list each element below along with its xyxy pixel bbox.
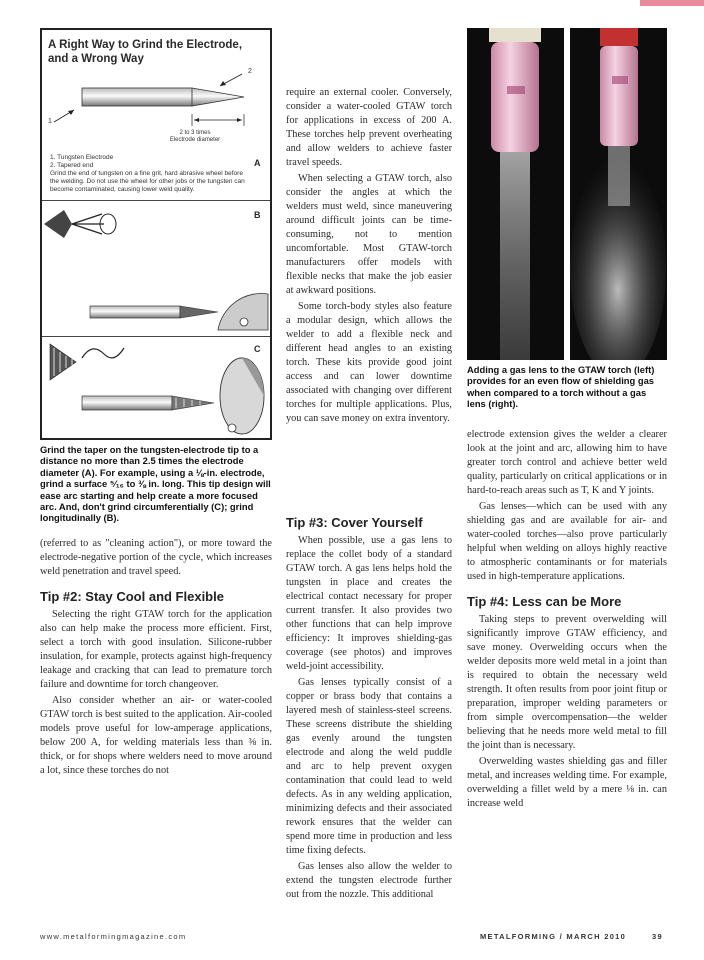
tip4-paragraph-1: Taking steps to prevent overwelding will significantly improve GTAW efficiency, and save money. Overwelding occurs when the welder deposits more weld metal in a joint than is required to obtain the necessary weld strength. It often results from poor joint fitup or preparation, improper welding parameters or from simple overcompensation—the welder believing that he needs more weld metal to fill the joint than is necessary. (467, 614, 667, 751)
tip3-paragraph-1: When possible, use a gas lens to replace the collet body of a standard GTAW torch. A gas lens helps hold the tungsten in place and creates the electrical contact necessary for proper current transfer. It also provides two other functions that can help improve efficiency: It improves shielding-gas coverage (see photos) and improves weld-joint accessibility. (286, 535, 452, 672)
electrode-diagram-b (42, 202, 270, 332)
tip2-paragraph-1: Selecting the right GTAW torch for the application also can help make the process more efficient. First, select a torch with good insulation. Silicone-rubber insulation, for example, protects against high-frequency leakage and cracking that can lead to premature torch failure and downtime for torch changeover. (40, 609, 272, 690)
figure-title-line2: and a Wrong Way (48, 53, 144, 65)
note-line-2: 2. Tapered end (50, 162, 94, 169)
column-1 (40, 537, 272, 778)
column-2-lower (286, 515, 452, 902)
dimension-label-line1: 2 to 3 times (179, 130, 211, 136)
tip2-heading: Tip #2: Stay Cool and Flexible (40, 589, 224, 604)
footer-url: www.metalformingmagazine.com (40, 932, 187, 941)
column-1-continuation: (referred to as "cleaning action"), or more toward the electrode-negative portion of the cycle, which increases weld penetration and travel speed. (40, 538, 272, 577)
column-2 (286, 86, 452, 426)
figure-title-line1: A Right Way to Grind the Electrode, (48, 39, 243, 51)
column-2-continuation: require an external cooler. Conversely, consider a water-cooled GTAW torch for applications in excess of 200 A. These torches help prevent overheating and allow welders to achieve faster travel speeds. (286, 87, 452, 168)
figure-title (48, 38, 268, 66)
column-3 (467, 428, 667, 811)
callout-1: 1 (48, 118, 52, 125)
note-body: Grind the end of tungsten on a fine grit, hard abrasive wheel before the welding. Do not use the wheel for other jobs or the tungsten can become contaminated, causing lower weld quality. (50, 170, 245, 193)
tip3-heading: Tip #3: Cover Yourself (286, 515, 423, 530)
tip3-paragraph-3: Gas lenses also allow the welder to extend the tungsten electrode further out from the nozzle. This additional (286, 861, 452, 900)
column-2-paragraph-2: When selecting a GTAW torch, also consider the angles at which the welders must weld, since maneuvering around difficult joints can be time-consuming, not to mention uncomfortable. Most GTAW-torch manufacturers offer models with flexible necks that make the job easier at awkward positions. (286, 173, 452, 296)
column-3-paragraph-2: Gas lenses—which can be used with any shielding gas and are available for air- and water-cooled torches—also prove particularly helpful when welding on alloys highly reactive to atmospheric contaminants or for materials used in high-temperature applications. (467, 501, 667, 582)
footer-issue: METALFORMING / MARCH 2010 (480, 932, 627, 941)
page-number: 39 (652, 932, 663, 941)
electrode-diagram-a (42, 70, 270, 140)
tip4-paragraph-2: Overwelding wastes shielding gas and filler metal, and increases welding time. For example, overwelding a fillet weld by a mere ⅛ in. can increase weld (467, 756, 667, 809)
photo-caption: Adding a gas lens to the GTAW torch (left) provides for an even flow of shielding gas when compared to a torch without a gas lens (right). (467, 364, 655, 410)
panel-label-c: C (254, 344, 261, 354)
tip4-heading: Tip #4: Less can be More (467, 594, 622, 609)
tip3-paragraph-2: Gas lenses typically consist of a copper or brass body that contains a layered mesh of stainless-steel screens. These screens distribute the shielding gas evenly around the tungsten electrode and along the weld puddle and arc to help prevent oxygen contamination that could lead to weld defects. As in any welding application, minimizing defects and their associated rework ensures that the welder can spend more time in production and less time fixing defects. (286, 677, 452, 856)
figure-caption: Grind the taper on the tungsten-electrode tip to a distance no more than 2.5 times the electrode diameter (A). For example, using a ⅛-in. electrode, grind a surface ⁵⁄₁₆ to ⅜ in. long. This tip design will ease arc starting and help create a more focused arc. And, don't grind circumferentially (C); grind longitudinally (B). (40, 444, 271, 524)
panel-label-b: B (254, 210, 261, 220)
panel-divider-1 (42, 200, 270, 201)
page-accent-bar (640, 0, 704, 6)
panel-label-a: A (254, 158, 261, 168)
dimension-label (160, 130, 230, 144)
gas-lens-photos (467, 28, 667, 360)
column-3-continuation: electrode extension gives the welder a clearer look at the joint and arc, allowing him to have greater torch control and achieve better weld quality, particularly on critical applications or in hard-to-reach areas such as T, K and Y joints. (467, 429, 667, 496)
dimension-label-line2: Electrode diameter (169, 137, 221, 143)
note-line-1: 1. Tungsten Electrode (50, 154, 114, 161)
electrode-grinding-figure (40, 28, 272, 440)
torch-without-gas-lens-image (570, 28, 667, 360)
figure-note (50, 154, 250, 194)
electrode-diagram-c (42, 336, 270, 438)
column-2-paragraph-3: Some torch-body styles also feature a modular design, which allows the welder to add a flexible neck and different head angles to an existing torch. These kits provide good joint access and can lower downtime associated with changing over different torches for multiple applications. Plus, you can save money on extra inventory. (286, 301, 452, 424)
no-gas-lens-photo (570, 28, 667, 360)
callout-2: 2 (248, 68, 252, 75)
gas-lens-photo (467, 28, 564, 360)
tip2-paragraph-2: Also consider whether an air- or water-cooled GTAW torch is best suited to the application. Air-cooled models prove useful for low-amperage applications, below 200 A, for welding materials less than ⅜ in. thick, or for shops where welders need to move around a lot, since these torches do not (40, 695, 272, 776)
torch-with-gas-lens-image (467, 28, 564, 360)
